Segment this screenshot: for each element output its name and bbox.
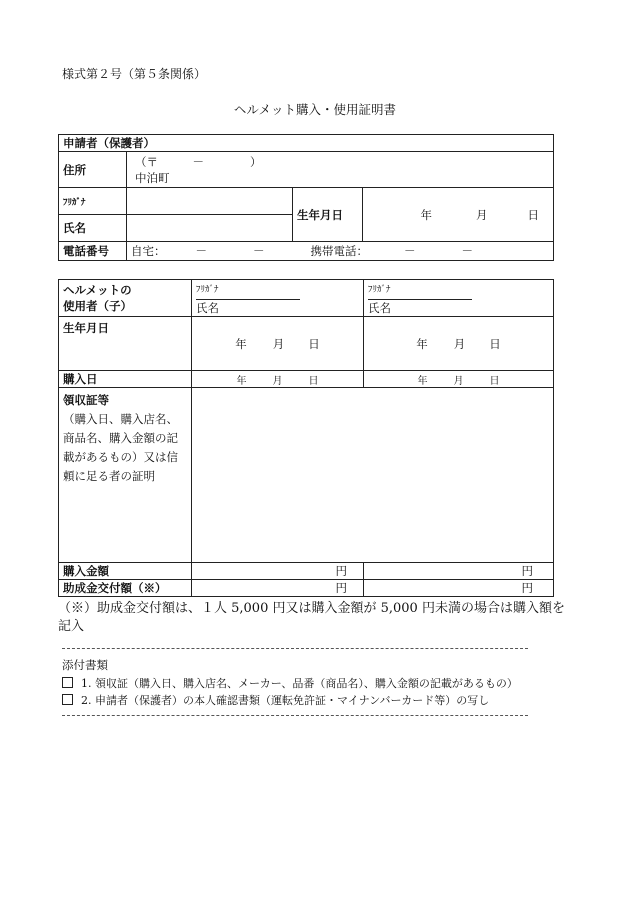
divider-top: [62, 648, 528, 649]
child2-purchase-day: 日: [489, 375, 500, 387]
helmet-user-label-line1: ヘルメットの: [63, 283, 132, 297]
checkbox-2[interactable]: [62, 694, 73, 705]
birth-field[interactable]: [363, 188, 554, 242]
child1-name-label: 氏名: [196, 301, 219, 315]
receipt-label-line3: 載があるもの）又は信: [63, 450, 178, 464]
child1-amount-yen: 円: [335, 564, 347, 578]
name-field[interactable]: [127, 215, 293, 242]
child2-purchase-year: 年: [417, 375, 428, 387]
child1-purchase-month: 月: [272, 375, 283, 387]
child2-furigana: ﾌﾘｶﾞﾅ: [368, 282, 472, 300]
child2-subsidy-yen: 円: [521, 581, 533, 595]
address-label: 住所: [59, 152, 127, 188]
child2-name-label: 氏名: [368, 301, 391, 315]
subsidy-note: （※）助成金交付額は、１人 5,000 円又は購入金額が 5,000 円未満の場合は購入額を記入: [58, 601, 565, 634]
helmet-user-table: [58, 279, 554, 597]
receipt-attachment-area[interactable]: [192, 388, 554, 563]
child1-year: 年: [235, 336, 247, 351]
child2-amount-yen: 円: [521, 564, 533, 578]
child-birth-label: 生年月日: [59, 317, 192, 371]
furigana-label: ﾌﾘｶﾞﾅ: [59, 188, 127, 215]
receipt-label-title: 領収証等: [63, 393, 109, 407]
child1-purchase-day: 日: [308, 375, 319, 387]
birth-label: 生年月日: [293, 188, 363, 242]
checkbox-1[interactable]: [62, 677, 73, 688]
child2-year: 年: [416, 336, 428, 351]
receipt-label-line4: 頼に足る者の証明: [63, 469, 155, 483]
home-phone-label: 自宅：: [131, 244, 166, 258]
month-label: 月: [476, 207, 488, 222]
child1-month: 月: [272, 336, 285, 351]
child1-furigana: ﾌﾘｶﾞﾅ: [196, 282, 300, 300]
phone-label: 電話番号: [59, 242, 127, 261]
year-label: 年: [420, 207, 432, 222]
name-label: 氏名: [59, 215, 127, 242]
child1-name-field[interactable]: [192, 280, 364, 317]
receipt-label: [59, 388, 192, 563]
attachment-text-2: 2. 申請者（保護者）の本人確認書類（運転免許証・マイナンバーカード等）の写し: [81, 694, 490, 707]
helmet-user-label-line2: 使用者（子）: [63, 299, 132, 313]
home-phone-dashes: － －: [195, 244, 265, 258]
receipt-label-line2: 商品名、購入金額の記: [63, 431, 178, 445]
child2-subsidy-field[interactable]: [364, 580, 554, 597]
subsidy-amount-label: 助成金交付額（※）: [59, 580, 192, 597]
purchase-date-label: 購入日: [59, 371, 192, 388]
mobile-phone-label: 携帯電話：: [310, 244, 368, 258]
applicant-header: 申請者（保護者）: [59, 135, 554, 152]
attachment-text-1: 1. 領収証（購入日、購入店名、メーカー、品番（商品名）、購入金額の記載があるもの）: [81, 677, 518, 690]
child1-day: 日: [308, 336, 320, 351]
child1-subsidy-yen: 円: [335, 581, 347, 595]
child2-amount-field[interactable]: [364, 563, 554, 580]
child2-month: 月: [453, 336, 466, 351]
child1-purchase-year: 年: [236, 375, 247, 387]
helmet-user-label: [59, 280, 192, 317]
divider-bottom: [62, 715, 528, 716]
address-field[interactable]: [127, 152, 554, 188]
child2-name-field[interactable]: [364, 280, 554, 317]
child2-purchase-month: 月: [453, 375, 464, 387]
town-name: 中泊町: [135, 170, 170, 185]
mobile-phone-dashes: － －: [404, 244, 473, 258]
child1-subsidy-field[interactable]: [192, 580, 364, 597]
child1-purchase-date[interactable]: [192, 371, 364, 388]
attachments-title: 添付書類: [62, 658, 108, 672]
child2-birth-field[interactable]: [364, 317, 554, 371]
child2-purchase-date[interactable]: [364, 371, 554, 388]
child1-birth-field[interactable]: [192, 317, 364, 371]
purchase-amount-label: 購入金額: [59, 563, 192, 580]
phone-field[interactable]: [127, 242, 554, 261]
child1-amount-field[interactable]: [192, 563, 364, 580]
attachment-item-2[interactable]: [62, 692, 489, 708]
attachment-item-1[interactable]: [62, 675, 518, 691]
form-number: 様式第２号（第５条関係）: [62, 67, 207, 81]
child2-day: 日: [489, 336, 501, 351]
receipt-label-line1: （購入日、購入店名、: [63, 412, 178, 426]
furigana-field[interactable]: [127, 188, 293, 215]
document-title: ヘルメット購入・使用証明書: [233, 102, 397, 117]
day-label: 日: [527, 207, 539, 222]
postal-code: （〒 － ）: [135, 154, 262, 169]
applicant-table: [58, 134, 554, 261]
